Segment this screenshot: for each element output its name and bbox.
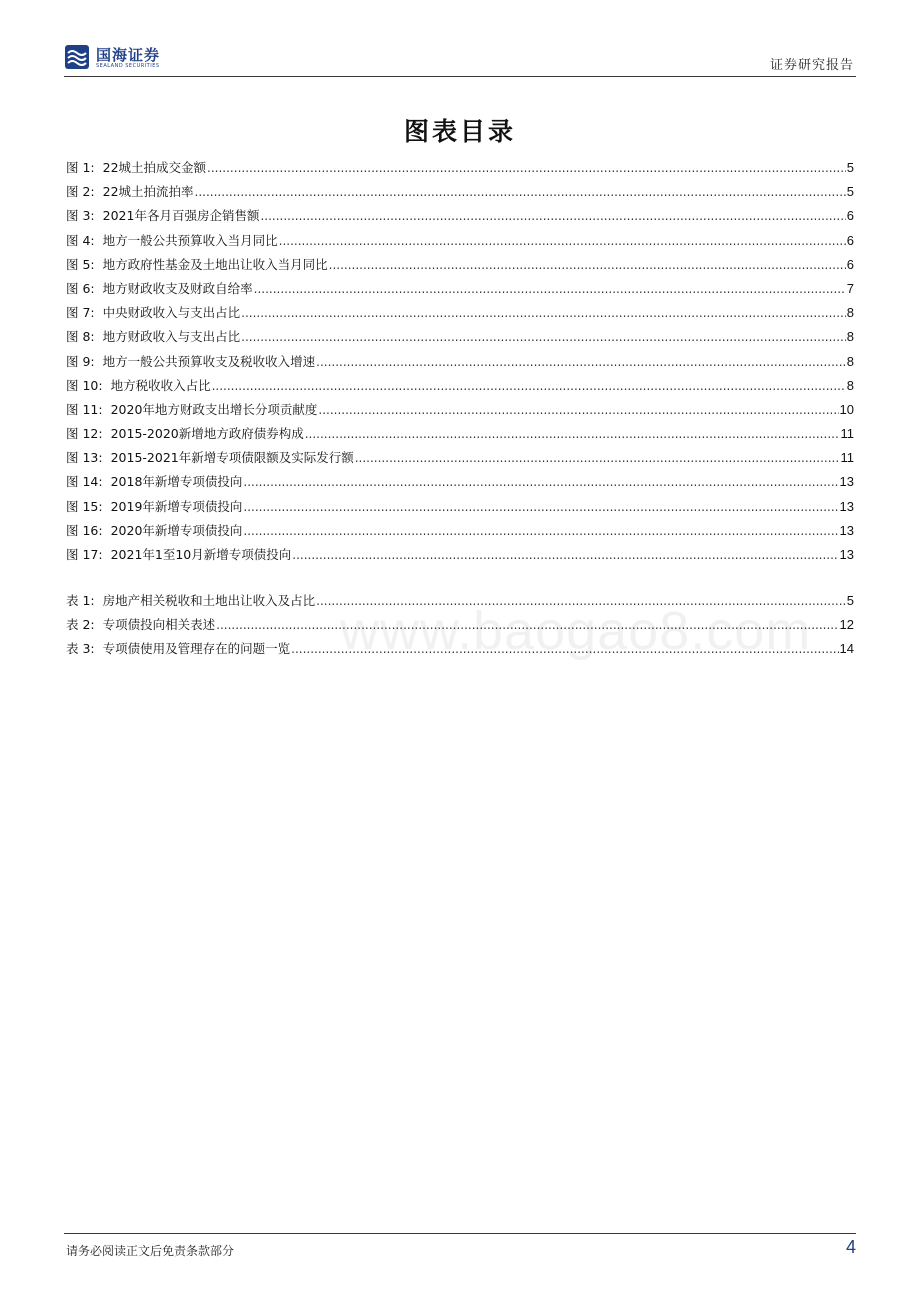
figure-entry-title: 2018年新增专项债投向 [110,474,243,490]
table-entry-page: 5 [846,593,854,608]
figure-entry-label: 图 16: [66,522,103,538]
dot-leader [243,495,838,519]
dot-leader [207,156,846,180]
figure-entry-label: 图 8: [66,329,95,345]
dot-leader [316,350,846,374]
logo-text-cn: 国海证券 [96,46,161,64]
figure-entry-title: 地方税收收入占比 [110,377,211,393]
figure-entry-title: 22城土拍成交金额 [102,160,207,175]
figure-entry-page: 8 [846,329,854,345]
dot-leader [292,543,838,567]
figure-entry-label: 图 13: [66,450,103,466]
page-title: 图表目录 [403,117,516,146]
dot-leader [316,589,846,613]
figure-entry-page: 6 [846,256,854,272]
watermark: www.baogao8.com [340,601,812,661]
company-logo [64,42,214,72]
figure-entry[interactable] [66,229,854,253]
table-entry-title: 专项债使用及管理存在的问题一览 [102,641,291,657]
figure-entry-label: 图 12: [66,426,103,442]
figure-entry-title: 中央财政收入与支出占比 [102,305,241,321]
figure-entry-page: 11 [840,426,854,442]
figure-entry-label: 图 1: [66,160,95,175]
figure-list [66,156,854,567]
table-entry-page: 12 [839,617,854,633]
figure-entry[interactable] [66,301,854,325]
figure-entry-title: 2021年1至10月新增专项债投向 [110,547,292,562]
figure-entry[interactable] [66,495,854,519]
page-header [64,40,856,77]
figure-entry-page: 13 [839,498,854,514]
figure-entry[interactable] [66,253,854,277]
figure-entry-title: 2019年新增专项债投向 [110,498,243,514]
table-entry-label: 表 1: [66,593,95,608]
dot-leader [355,446,840,470]
disclaimer-note: 请务必阅读正文后免责条款部分 [66,1244,235,1258]
figure-entry-label: 图 15: [66,498,103,514]
table-entry-title: 房地产相关税收和土地出让收入及占比 [102,593,316,608]
figure-entry-label: 图 17: [66,547,103,562]
dot-leader [329,253,846,277]
dot-leader [279,229,846,253]
dot-leader [212,374,846,398]
page-footer [64,1233,856,1258]
figure-entry-label: 图 3: [66,208,95,224]
figure-entry-page: 13 [839,474,854,490]
figure-entry[interactable] [66,350,854,374]
figure-entry-page: 5 [846,160,854,175]
figure-entry[interactable] [66,277,854,301]
figure-entry-title: 地方政府性基金及土地出让收入当月同比 [102,256,328,272]
dot-leader [318,398,838,422]
figure-entry-page: 10 [839,401,854,417]
figure-entry-title: 地方一般公共预算收支及税收收入增速 [102,353,316,369]
figure-entry-label: 图 6: [66,280,95,296]
figure-entry-page: 6 [846,208,854,224]
table-list [66,589,854,662]
figure-entry-title: 地方财政收入与支出占比 [102,329,241,345]
logo-text-en: SEALAND SECURITIES [96,63,160,69]
figure-entry-title: 2015-2020新增地方政府债券构成 [110,426,304,442]
figure-entry-title: 地方财政收支及财政自给率 [102,280,253,296]
figure-entry-label: 图 11: [66,401,103,417]
sealand-logo-icon [64,44,90,70]
table-entry[interactable] [66,637,854,661]
figure-entry-label: 图 4: [66,232,95,248]
figure-entry-label: 图 5: [66,256,95,272]
figure-entry[interactable] [66,422,854,446]
figure-entry-page: 7 [846,280,854,296]
dot-leader [305,422,840,446]
dot-leader [195,180,846,204]
figure-entry[interactable] [66,374,854,398]
figure-entry[interactable] [66,470,854,494]
page-number: 4 [845,1237,856,1257]
figure-entry-page: 8 [846,353,854,369]
figure-entry[interactable] [66,543,854,567]
figure-entry[interactable] [66,446,854,470]
figure-entry-label: 图 10: [66,377,103,393]
dot-leader [243,519,838,543]
figure-entry[interactable] [66,156,854,180]
figure-entry[interactable] [66,325,854,349]
report-type-label: 证券研究报告 [769,58,854,73]
table-entry-title: 专项债投向相关表述 [102,617,216,633]
figure-entry-page: 11 [840,450,854,466]
figure-entry-page: 13 [839,547,854,562]
dot-leader [241,325,846,349]
figure-entry-title: 2020年地方财政支出增长分项贡献度 [110,401,318,417]
figure-entry-title: 地方一般公共预算收入当月同比 [102,232,278,248]
figure-entry-title: 2015-2021年新增专项债限额及实际发行额 [110,450,354,466]
dot-leader [291,637,838,661]
figure-entry-label: 图 7: [66,305,95,321]
dot-leader [254,277,846,301]
figure-entry-page: 13 [839,522,854,538]
table-entry-label: 表 3: [66,641,95,657]
dot-leader [260,204,845,228]
figure-entry-page: 8 [846,305,854,321]
dot-leader [243,470,838,494]
table-entry-page: 14 [839,641,854,657]
figure-entry-label: 图 9: [66,353,95,369]
dot-leader [241,301,846,325]
table-entry-label: 表 2: [66,617,95,633]
figure-entry-page: 5 [846,184,854,200]
figure-entry[interactable] [66,204,854,228]
figure-entry[interactable] [66,398,854,422]
figure-entry-label: 图 14: [66,474,103,490]
figure-entry-title: 2021年各月百强房企销售额 [102,208,260,224]
figure-entry[interactable] [66,519,854,543]
dot-leader [216,613,838,637]
figure-entry[interactable] [66,180,854,204]
figure-entry-page: 6 [846,232,854,248]
table-entry[interactable] [66,589,854,613]
figure-entry-page: 8 [846,377,854,393]
figure-entry-title: 2020年新增专项债投向 [110,522,243,538]
figure-entry-label: 图 2: [66,184,95,200]
figure-entry-title: 22城土拍流拍率 [102,184,194,200]
table-entry[interactable] [66,613,854,637]
